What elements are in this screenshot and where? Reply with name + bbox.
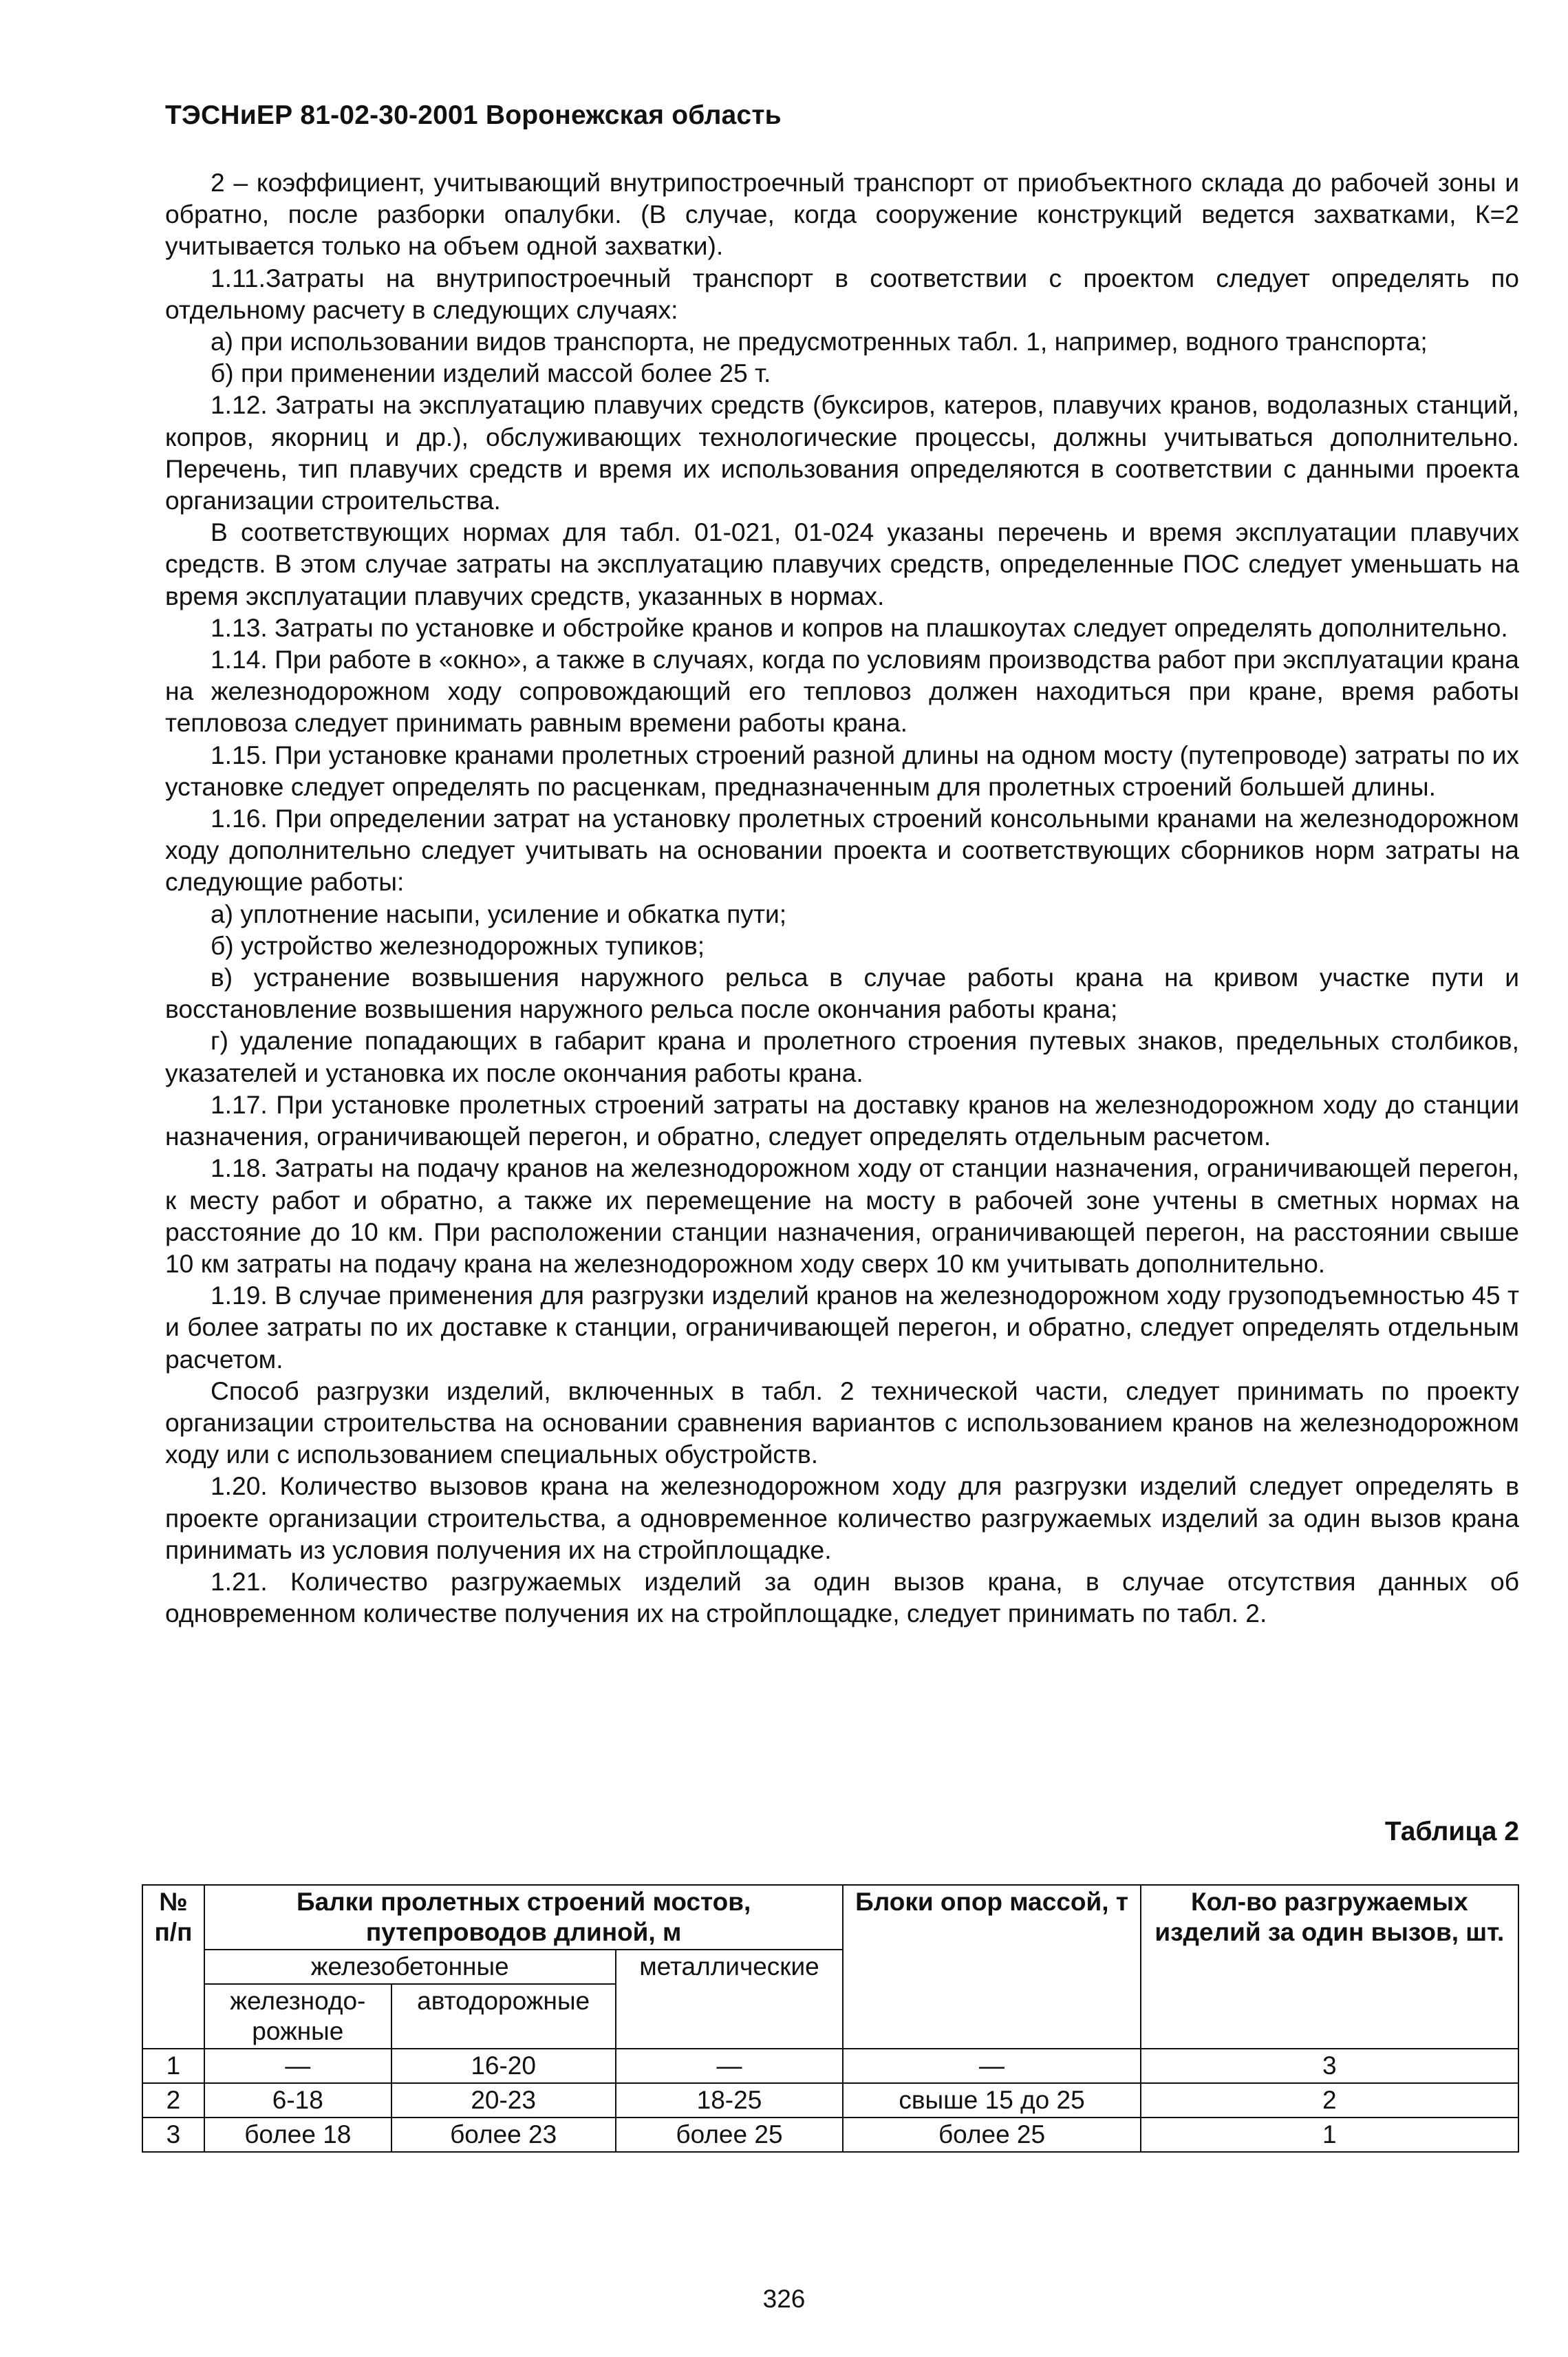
cell-blocks: — [843, 2049, 1140, 2083]
cell-road: более 23 [391, 2118, 616, 2152]
body-text [165, 167, 1519, 1629]
paragraph: б) при применении изделий массой более 25 т. [211, 359, 771, 388]
paragraph: 1.20. Количество вызовов крана на железнодорожном ходу для разгрузки изделий следует определять в проекте организации строительства, а одновременное количество разгружаемых изделий за один вызов крана принимать из условия получения их на стройплощадке. [165, 1471, 1519, 1564]
paragraph: 1.18. Затраты на подачу кранов на железнодорожном ходу от станции назначения, ограничивающей перегон, к месту работ и обратно, а также их перемещение на мосту в рабочей зоне учтены в сметных нормах на расстояние до 10 км. При расположении станции назначения, ограничивающей перегон, на расстоянии свыше 10 км затраты на подачу крана на железнодорожном ходу сверх 10 км учитывать дополнительно. [165, 1153, 1519, 1278]
header-cell-beams: Балки пролетных строений мостов, путепроводов длиной, м [204, 1885, 844, 1950]
header-cell-rc: железобетонные [204, 1950, 616, 1984]
data-table [142, 1884, 1519, 2153]
cell-rail: более 18 [204, 2118, 391, 2152]
paragraph: 1.17. При установке пролетных строений затраты на доставку кранов на железнодорожном ходу до станции назначения, ограничивающей перегон, и обратно, следует определять отдельным расчетом. [165, 1089, 1519, 1151]
paragraph: в) устранение возвышения наружного рельса в случае работы крана на кривом участке пути и восстановление возвышения наружного рельса после окончания работы крана; [165, 963, 1519, 1024]
table-header-row [142, 1885, 1518, 1950]
paragraph: г) удаление попадающих в габарит крана и пролетного строения путевых знаков, предельных столбиков, указателей и установка их после окончания работы крана. [165, 1026, 1519, 1087]
paragraph: 1.15. При установке кранами пролетных строений разной длины на одном мосту (путепроводе) затраты по их установке следует определять по расценкам, предназначенным для пролетных строений большей длины. [165, 740, 1519, 801]
paragraph: а) уплотнение насыпи, усиление и обкатка пути; [211, 899, 787, 928]
cell-count: 1 [1141, 2118, 1518, 2152]
table-caption: Таблица 2 [1384, 1817, 1519, 1846]
paragraph: а) при использовании видов транспорта, не предусмотренных табл. 1, например, водного транспорта; [211, 327, 1428, 356]
header-cell-count: Кол-во разгружаемых изделий за один вызов, шт. [1141, 1885, 1518, 2049]
cell-rail: — [204, 2049, 391, 2083]
cell-num: 3 [142, 2118, 204, 2152]
paragraph: 2 – коэффициент, учитывающий внутрипостроечный транспорт от приобъектного склада до рабочей зоны и обратно, после разборки опалубки. (В случае, когда сооружение конструкций ведется захватками, К=2 учитывается только на объем одной захватки). [165, 168, 1519, 261]
page-header: ТЭСНиЕР 81-02-30-2001 Воронежская область [165, 100, 782, 130]
header-cell-rail: железнодо-рожные [204, 1984, 391, 2049]
header-cell-road: автодорожные [391, 1984, 616, 2049]
table-row [142, 2083, 1518, 2118]
paragraph: 1.12. Затраты на эксплуатацию плавучих средств (буксиров, катеров, плавучих кранов, водолазных станций, копров, якорниц и др.), обслуживающих технологические процессы, должны учитываться дополнительно. Перечень, тип плавучих средств и время их использования определяются в соответствии с данными проекта организации строительства. [165, 390, 1519, 515]
cell-road: 20-23 [391, 2083, 616, 2118]
paragraph: 1.14. При работе в «окно», а также в случаях, когда по условиям производства работ при эксплуатации крана на железнодорожном ходу сопровождающий его тепловоз должен находиться при кране, время работы тепловоза следует принимать равным времени работы крана. [165, 645, 1519, 738]
cell-count: 2 [1141, 2083, 1518, 2118]
paragraph: 1.19. В случае применения для разгрузки изделий кранов на железнодорожном ходу грузоподъемностью 45 т и более затраты по их доставке к станции, ограничивающей перегон, и обратно, следует определять отдельным расчетом. [165, 1281, 1519, 1374]
table-row [142, 2118, 1518, 2152]
paragraph: б) устройство железнодорожных тупиков; [211, 930, 705, 960]
cell-num: 1 [142, 2049, 204, 2083]
cell-rail: 6-18 [204, 2083, 391, 2118]
paragraph: В соответствующих нормах для табл. 01-021, 01-024 указаны перечень и время эксплуатации плавучих средств. В этом случае затраты на эксплуатацию плавучих средств, определенные ПОС следует уменьшать на время эксплуатации плавучих средств, указанных в нормах. [165, 518, 1519, 610]
header-cell-blocks: Блоки опор массой, т [843, 1885, 1140, 2049]
table-row [142, 2049, 1518, 2083]
cell-metal: 18-25 [616, 2083, 844, 2118]
paragraph: Способ разгрузки изделий, включенных в табл. 2 технической части, следует принимать по проекту организации строительства на основании сравнения вариантов с использованием кранов на железнодорожном ходу или с использованием специальных обустройств. [165, 1376, 1519, 1469]
header-cell-metal: металлические [616, 1950, 844, 2049]
cell-road: 16-20 [391, 2049, 616, 2083]
paragraph: 1.16. При определении затрат на установку пролетных строений консольными кранами на железнодорожном ходу дополнительно следует учитывать на основании проекта и соответствующих сборников норм затраты на следующие работы: [165, 804, 1519, 897]
cell-metal: более 25 [616, 2118, 844, 2152]
page-number: 326 [762, 2285, 806, 2313]
cell-num: 2 [142, 2083, 204, 2118]
paragraph: 1.21. Количество разгружаемых изделий за один вызов крана, в случае отсутствия данных об одновременном количестве получения их на стройплощадке, следует принимать по табл. 2. [165, 1566, 1519, 1628]
cell-blocks: свыше 15 до 25 [843, 2083, 1140, 2118]
paragraph: 1.13. Затраты по установке и обстройке кранов и копров на плашкоутах следует определять дополнительно. [211, 612, 1508, 642]
paragraph: 1.11.Затраты на внутрипостроечный транспорт в соответствии с проектом следует определять по отдельному расчету в следующих случаях: [165, 263, 1519, 324]
cell-count: 3 [1141, 2049, 1518, 2083]
header-cell-num: № п/п [142, 1885, 204, 2049]
cell-metal: — [616, 2049, 844, 2083]
cell-blocks: более 25 [843, 2118, 1140, 2152]
